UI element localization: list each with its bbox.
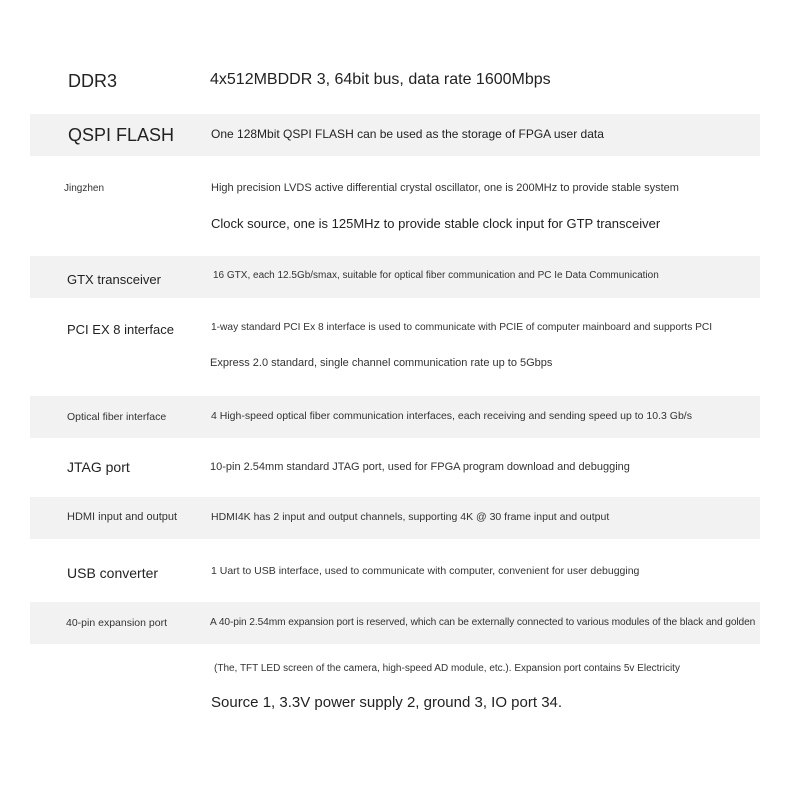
label-jingzhen: Jingzhen [64,183,105,194]
desc-pci-ex8-line2: Express 2.0 standard, single channel communication rate up to 5Gbps [210,357,553,369]
label-optical-fiber: Optical fiber interface [67,411,167,423]
desc-optical-fiber: 4 High-speed optical fiber communication interfaces, each receiving and sending speed up to 10.3 Gb/s [211,410,692,422]
label-pci-ex8: PCI EX 8 interface [67,322,174,337]
label-ddr3: DDR3 [68,71,118,91]
desc-gtx-transceiver: 16 GTX, each 12.5Gb/smax, suitable for optical fiber communication and PC Ie Data Communication [213,270,659,281]
label-jtag-port: JTAG port [67,459,130,475]
label-qspi-flash: QSPI FLASH [68,125,175,145]
desc-expansion-line3: Source 1, 3.3V power supply 2, ground 3, IO port 34. [211,694,563,711]
desc-expansion-line2: (The, TFT LED screen of the camera, high-speed AD module, etc.). Expansion port contains 5v Electricity [214,663,680,674]
desc-pci-ex8-line1: 1-way standard PCI Ex 8 interface is used to communicate with PCIE of computer mainboard and supports PCI [211,322,713,333]
desc-hdmi: HDMI4K has 2 input and output channels, supporting 4K @ 30 frame input and output [211,511,610,523]
desc-jingzhen-line1: High precision LVDS active differential crystal oscillator, one is 200MHz to provide stable system [211,182,679,194]
label-expansion-port: 40-pin expansion port [66,617,167,629]
label-gtx-transceiver: GTX transceiver [67,272,161,287]
desc-jtag-port: 10-pin 2.54mm standard JTAG port, used for FPGA program download and debugging [210,461,630,473]
desc-ddr3: 4x512MBDDR 3, 64bit bus, data rate 1600Mbps [210,71,551,88]
label-usb-converter: USB converter [67,565,159,581]
desc-expansion-line1: A 40-pin 2.54mm expansion port is reserved, which can be externally connected to various modules of the black and golden [210,617,756,628]
desc-jingzhen-line2: Clock source, one is 125MHz to provide stable clock input for GTP transceiver [211,216,661,231]
desc-qspi-flash: One 128Mbit QSPI FLASH can be used as the storage of FPGA user data [211,127,604,141]
label-hdmi: HDMI input and output [67,511,178,523]
desc-usb-converter: 1 Uart to USB interface, used to communicate with computer, convenient for user debugging [211,565,640,577]
